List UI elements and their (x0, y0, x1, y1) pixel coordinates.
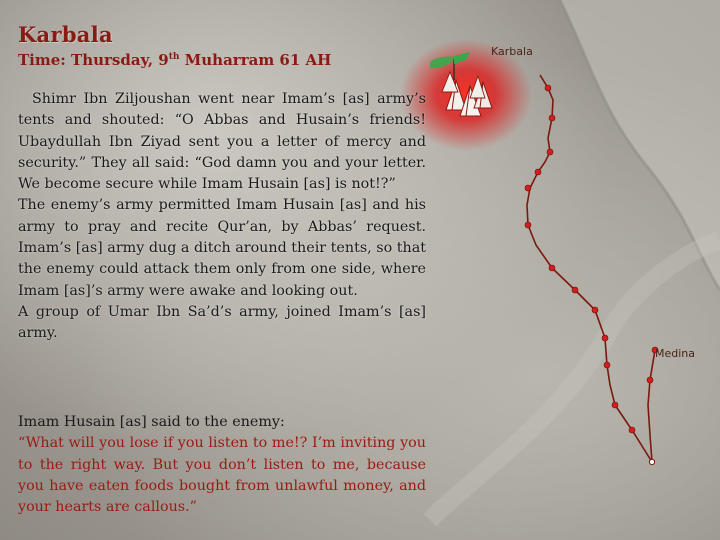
narrative-paragraph-1: Shimr Ibn Ziljoushan went near Imam’s [as] army’s tents and shouted: “O Abbas and Husain’s friends! Ubaydullah Ibn Ziyad sent you a letter of mercy and security.” They all said: “God damn you and your letter. We become secure while Imam Husain [as] is not!?” (18, 91, 426, 193)
route-stop (525, 222, 531, 228)
route-stop (602, 335, 608, 341)
terrain-band (430, 240, 720, 520)
route-stop (647, 377, 653, 383)
page-title: Karbala (18, 22, 113, 47)
speech-intro: Imam Husain [as] said to the enemy: (18, 414, 285, 430)
route-stop (612, 402, 618, 408)
route-stop (629, 427, 635, 433)
speech-block (18, 412, 426, 518)
route-stop (535, 169, 541, 175)
speech-quote: “What will you lose if you listen to me!? I’m inviting you to the right way. But you don’t listen to me, because you have eaten foods bought from unlawful money, and your hearts are callous.” (18, 435, 426, 516)
route-stop (592, 307, 598, 313)
route-stop (547, 149, 553, 155)
narrative-paragraph-2: The enemy’s army permitted Imam Husain [as] and his army to pray and recite Qur’an, by Abbas’ request. Imam’s [as] army dug a ditch around their tents, so that the enemy could attack them only from one side, where Imam [as]’s army were awake and looking out. (18, 197, 426, 299)
subtitle-superscript: th (168, 52, 180, 62)
route-end-marker (649, 459, 654, 464)
map-label-karbala: Karbala (491, 45, 533, 58)
route-stop (572, 287, 578, 293)
route-stop (545, 85, 551, 91)
subtitle-suffix: Muharram 61 AH (179, 51, 332, 69)
route-stop (525, 185, 531, 191)
page-subtitle (18, 51, 331, 69)
narrative-paragraph-3: A group of Umar Ibn Sa’d’s army, joined Imam’s [as] army. (18, 303, 426, 342)
route-stop (549, 115, 555, 121)
map-label-medina: Medina (655, 347, 696, 360)
subtitle-prefix: Time: Thursday, 9 (18, 51, 169, 69)
narrative-text (18, 89, 426, 345)
route-stop (549, 265, 555, 271)
route-stop (604, 362, 610, 368)
